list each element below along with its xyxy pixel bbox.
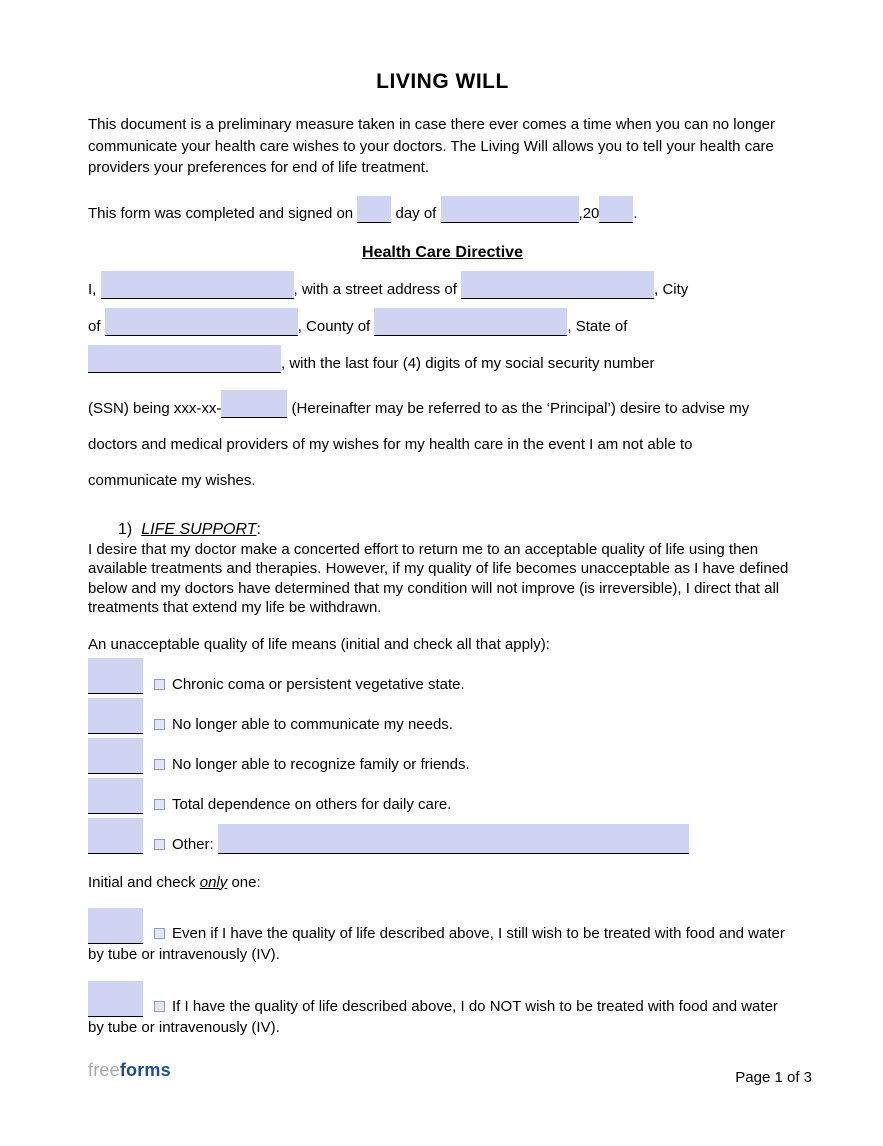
section-heading-health-care-directive: Health Care Directive (362, 243, 523, 261)
page-content (88, 0, 797, 1038)
only-option-feed (88, 908, 797, 965)
day-field[interactable] (357, 196, 391, 223)
directive-text: , State of (567, 317, 628, 335)
apply-prompt: An unacceptable quality of life means (initial and check all that apply): (88, 635, 550, 653)
other-description-field[interactable] (218, 824, 689, 854)
document-title: LIVING WILL (376, 70, 509, 93)
ssn-last-four-field[interactable] (221, 390, 287, 418)
directive-text: , City (654, 280, 689, 298)
initials-field[interactable] (88, 658, 143, 694)
only-prompt-text: Initial and check (88, 873, 196, 891)
initials-field[interactable] (88, 778, 143, 814)
initials-field[interactable] (88, 738, 143, 774)
directive-line-1 (88, 271, 797, 299)
directive-text: , with a street address of (293, 280, 457, 298)
directive-line-3 (88, 345, 797, 373)
freeforms-logo (88, 1060, 171, 1081)
only-prompt-text: one: (231, 873, 261, 891)
signed-text-prefix: This form was completed and signed on (88, 204, 354, 222)
life-support-heading (88, 521, 797, 539)
checklist-item-recognize (88, 738, 797, 774)
directive-line-6: communicate my wishes. (88, 471, 256, 489)
year-field[interactable] (599, 196, 633, 223)
checklist-item-label: Chronic coma or persistent vegetative state. (172, 675, 465, 693)
brand-forms: forms (119, 1060, 171, 1080)
signed-text-period: . (633, 204, 638, 222)
intro-paragraph: This document is a preliminary measure taken in case there ever comes a time when you can no longer communicate your health care wishes to your doctors. The Living Will allows you to tell your health care providers your preferences for end of life treatment. (88, 116, 776, 176)
checklist-item-label: No longer able to communicate my needs. (172, 715, 453, 733)
only-option-no-feed (88, 981, 797, 1038)
only-prompt-emphasis: only (199, 873, 228, 891)
directive-text: , County of (297, 317, 371, 335)
directive-line-4 (88, 390, 797, 418)
initials-field[interactable] (88, 698, 143, 734)
checklist-item-coma (88, 658, 797, 694)
signed-text-dayof: day of (395, 204, 437, 222)
list-number: 1) (118, 520, 133, 538)
initials-field[interactable] (88, 908, 143, 944)
checklist-item-dependence (88, 778, 797, 814)
directive-text: (Hereinafter may be referred to as the ‘Principal’) desire to advise my (291, 399, 750, 417)
county-field[interactable] (374, 308, 567, 336)
state-field[interactable] (88, 345, 281, 373)
only-option-label: If I have the quality of life described above, I do NOT wish to be treated with food and water by tube or intravenously (IV). (88, 997, 778, 1036)
life-support-paragraph: I desire that my doctor make a concerted effort to return me to an acceptable quality of life using then available treatments and therapies. However, if my quality of life becomes unacceptable as I have defined below and my doctors have determined that my condition will not improve (is irreversible), I direct that all treatments that extend my life be withdrawn. (88, 540, 789, 616)
directive-text: (SSN) being xxx-xx- (88, 399, 222, 417)
checklist-item-communicate (88, 698, 797, 734)
signed-text-year-prefix: ,20 (578, 204, 600, 222)
checklist-item-label: Total dependence on others for daily care. (172, 795, 452, 813)
only-one-prompt (88, 873, 797, 892)
checkbox-icon[interactable] (154, 759, 165, 770)
page-number: Page 1 of 3 (735, 1069, 812, 1086)
checkbox-icon[interactable] (154, 928, 165, 939)
brand-free: free (88, 1060, 120, 1080)
checklist-item-label: No longer able to recognize family or friends. (172, 755, 470, 773)
principal-name-field[interactable] (101, 271, 294, 299)
directive-text: of (88, 317, 101, 335)
checkbox-icon[interactable] (154, 839, 165, 850)
only-option-label: Even if I have the quality of life described above, I still wish to be treated with food and water by tube or intravenously (IV). (88, 924, 785, 963)
checklist-item-label: Other: (172, 835, 214, 853)
directive-text: I, (88, 280, 97, 298)
checkbox-icon[interactable] (154, 679, 165, 690)
checkbox-icon[interactable] (154, 719, 165, 730)
directive-line-5: doctors and medical providers of my wishes for my health care in the event I am not able to (88, 435, 693, 453)
checkbox-icon[interactable] (154, 799, 165, 810)
month-field[interactable] (441, 196, 579, 223)
life-support-heading-label: LIFE SUPPORT (141, 520, 257, 538)
checkbox-icon[interactable] (154, 1001, 165, 1012)
city-field[interactable] (105, 308, 298, 336)
street-address-field[interactable] (461, 271, 654, 299)
initials-field[interactable] (88, 818, 143, 854)
signed-line (88, 196, 797, 223)
directive-line-2 (88, 308, 797, 336)
directive-text: , with the last four (4) digits of my social security number (281, 354, 655, 372)
heading-colon: : (256, 520, 261, 538)
initials-field[interactable] (88, 981, 143, 1017)
checklist-item-other (88, 818, 797, 854)
